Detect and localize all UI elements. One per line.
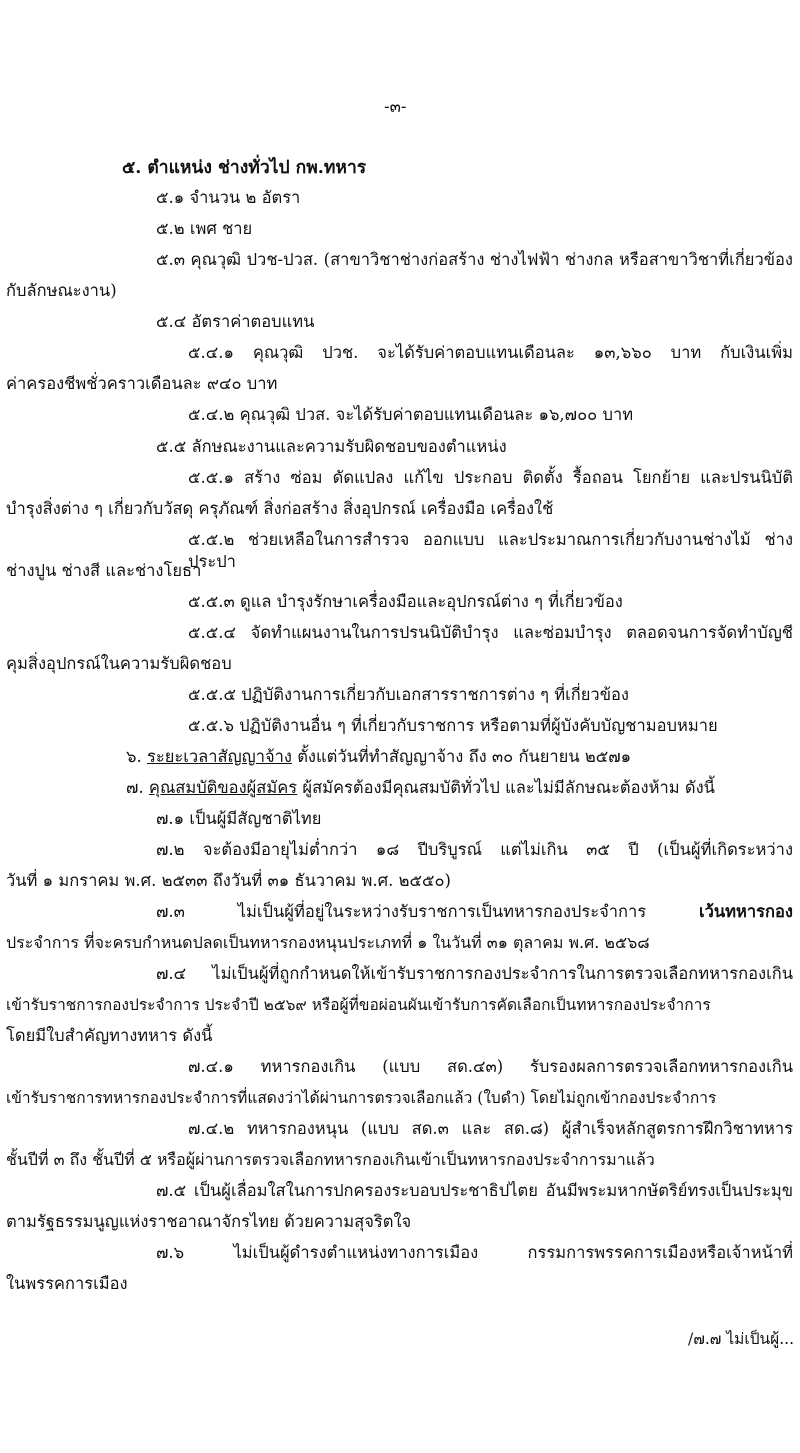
item-5-5-4-line2: คุมสิ่งอุปกรณ์ในความรับผิดชอบ [6,654,232,673]
item-5-5-6: ๕.๕.๖ ปฏิบัติงานอื่น ๆ ที่เกี่ยวกับราชการ หรือตามที่ผู้บังคับบัญชามอบหมาย [188,716,718,735]
item-5-4-1-line2: ค่าครองชีพชั่วคราวเดือนละ ๙๔๐ บาท [6,374,278,393]
item-5-5-3: ๕.๕.๓ ดูแล บำรุงรักษาเครื่องมือและอุปกรณ์ต่าง ๆ ที่เกี่ยวข้อง [188,592,623,611]
item-7-3-line2: ประจำการ ที่จะครบกำหนดปลดเป็นทหารกองหนุนประเภทที่ ๑ ในวันที่ ๓๑ ตุลาคม พ.ศ. ๒๕๖๘ [6,933,650,952]
section-7 [126,777,715,799]
section-7-text: ผู้สมัครต้องมีคุณสมบัติทั่วไป และไม่มีลักษณะต้องห้าม ดังนี้ [302,778,715,797]
item-7-3-exception: เว้นทหารกอง [698,902,793,921]
item-7-6-line1: ๗.๖ ไม่เป็นผู้ดำรงตำแหน่งทางการเมือง กรรมการพรรคการเมืองหรือเจ้าหน้าที่ [156,1243,793,1262]
item-7-4-1-line1: ๗.๔.๑ ทหารกองเกิน (แบบ สด.๔๓) รับรองผลการตรวจเลือกทหารกองเกิน [188,1057,793,1076]
item-7-4-2-line2: ชั้นปีที่ ๓ ถึง ชั้นปีที่ ๕ หรือผู้ผ่านการตรวจเลือกทหารกองเกินเข้าเป็นทหารกองประจำการมาแล้ว [6,1150,655,1169]
item-7-2-line1: ๗.๒ จะต้องมีอายุไม่ต่ำกว่า ๑๘ ปีบริบูรณ์ แต่ไม่เกิน ๓๕ ปี (เป็นผู้ที่เกิดระหว่าง [156,840,793,859]
item-5-5-1-line1: ๕.๕.๑ สร้าง ซ่อม ดัดแปลง แก้ไข ประกอบ ติดตั้ง รื้อถอน โยกย้าย และปรนนิบัติ [188,468,793,487]
item-7-4-1-line2: เข้ารับราชการทหารกองประจำการที่แสดงว่าได้ผ่านการตรวจเลือกแล้ว (ใบดำ) โดยไม่ถูกเข้ากองประจำการ [6,1089,717,1107]
section-6 [126,746,631,768]
continuation-note: /๗.๗ ไม่เป็นผู้... [688,1330,794,1348]
item-5-4-1-line1: ๕.๔.๑ คุณวุฒิ ปวช. จะได้รับค่าตอบแทนเดือนละ ๑๓,๖๖๐ บาท กับเงินเพิ่ม [188,343,793,362]
item-7-2-line2: วันที่ ๑ มกราคม พ.ศ. ๒๕๓๓ ถึงวันที่ ๓๑ ธันวาคม พ.ศ. ๒๕๕๐) [6,871,451,890]
item-5-2: ๕.๒ เพศ ชาย [156,219,253,238]
item-7-3-line1 [156,901,793,923]
section-6-title: ระยะเวลาสัญญาจ้าง [146,747,292,766]
item-5-5-2-line2: ช่างปูน ช่างสี และช่างโยธา [6,561,202,580]
item-5-5-1-line2: บำรุงสิ่งต่าง ๆ เกี่ยวกับวัสดุ ครุภัณฑ์ สิ่งก่อสร้าง สิ่งอุปกรณ์ เครื่องมือ เครื่องใช้ [6,499,554,518]
item-5-5-2-line1: ๕.๕.๒ ช่วยเหลือในการสำรวจ ออกแบบ และประมาณการเกี่ยวกับงานช่างไม้ ช่างประปา [188,530,793,571]
item-5-1: ๕.๑ จำนวน ๒ อัตรา [156,188,301,207]
section-7-number: ๗. [126,778,144,797]
item-5-3-line1: ๕.๓ คุณวุฒิ ปวช-ปวส. (สาขาวิชาช่างก่อสร้าง ช่างไฟฟ้า ช่างกล หรือสาขาวิชาที่เกี่ยวข้อง [156,250,793,269]
item-5-3-line2: กับลักษณะงาน) [6,281,117,300]
section-6-number: ๖. [126,747,142,766]
section-7-title: คุณสมบัติของผู้สมัคร [148,778,298,797]
item-5-5-4-line1: ๕.๕.๔ จัดทำแผนงานในการปรนนิบัติบำรุง และซ่อมบำรุง ตลอดจนการจัดทำบัญชี [188,623,793,642]
item-5-5-5: ๕.๕.๕ ปฏิบัติงานการเกี่ยวกับเอกสารราชการต่าง ๆ ที่เกี่ยวข้อง [188,685,629,704]
page-number: -๓- [384,97,407,116]
item-5-4-2: ๕.๔.๒ คุณวุฒิ ปวส. จะได้รับค่าตอบแทนเดือนละ ๑๖,๗๐๐ บาท [188,405,634,424]
section-5-heading: ๕. ตำแหน่ง ช่างทั่วไป กพ.ทหาร [122,158,367,178]
item-7-4-2-line1: ๗.๔.๒ ทหารกองหนุน (แบบ สด.๓ และ สด.๘) ผู้สำเร็จหลักสูตรการฝึกวิชาทหาร [188,1119,793,1138]
item-7-1: ๗.๑ เป็นผู้มีสัญชาติไทย [156,809,322,828]
item-7-5-line1: ๗.๕ เป็นผู้เลื่อมใสในการปกครองระบอบประชาธิปไตย อันมีพระมหากษัตริย์ทรงเป็นประมุข [156,1181,793,1200]
section-6-text: ตั้งแต่วันที่ทำสัญญาจ้าง ถึง ๓๐ กันยายน ๒๕๗๑ [297,747,632,766]
item-5-4: ๕.๔ อัตราค่าตอบแทน [156,312,315,331]
item-7-4-line3: โดยมีใบสำคัญทางทหาร ดังนี้ [6,1026,213,1045]
item-7-6-line2: ในพรรคการเมือง [6,1274,128,1293]
item-7-4-line1: ๗.๔ ไม่เป็นผู้ที่ถูกกำหนดให้เข้ารับราชการกองประจำการในการตรวจเลือกทหารกองเกิน [156,964,793,983]
item-5-5: ๕.๕ ลักษณะงานและความรับผิดชอบของตำแหน่ง [156,437,507,456]
item-7-4-line2: เข้ารับราชการกองประจำการ ประจำปี ๒๕๖๙ หรือผู้ที่ขอผ่อนผันเข้ารับการคัดเลือกเป็นทหารกองประจำการ [6,996,711,1014]
item-7-3-text: ๗.๓ ไม่เป็นผู้ที่อยู่ในระหว่างรับราชการเป็นทหารกองประจำการ [156,902,647,921]
item-7-5-line2: ตามรัฐธรรมนูญแห่งราชอาณาจักรไทย ด้วยความสุจริตใจ [6,1212,412,1231]
